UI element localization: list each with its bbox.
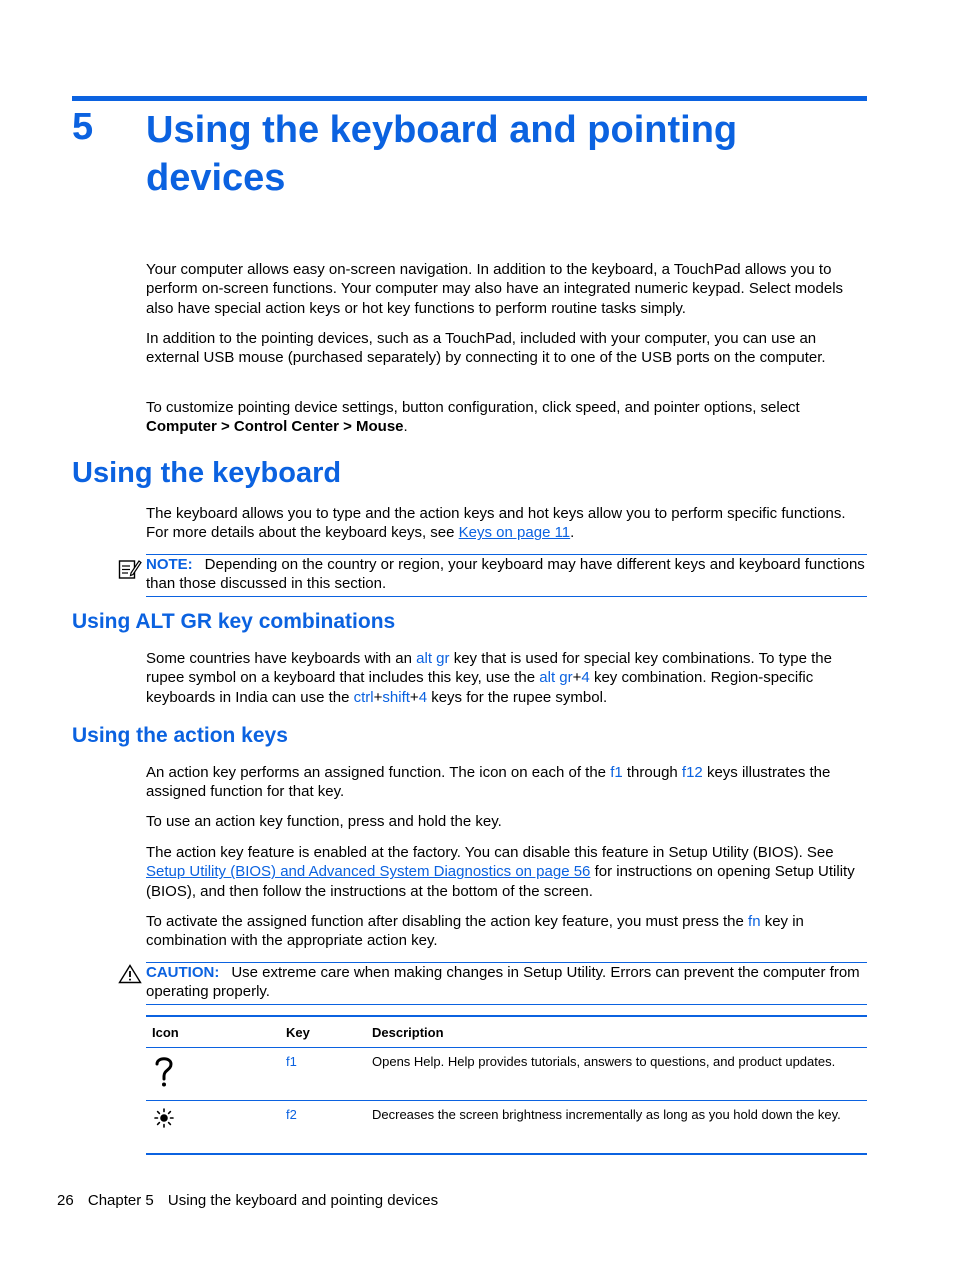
table-row (146, 1101, 867, 1155)
column-header-key: Key (280, 1016, 366, 1048)
section-heading-keyboard: Using the keyboard (72, 457, 342, 489)
keyboard-p1-text: The keyboard allows you to type and the action keys and hot keys allow you to perform specific functions. For more details about the keyboard keys, see (146, 505, 846, 542)
action-p3-a: The action key feature is enabled at the factory. You can disable this feature in Setup Utility (BIOS). See (146, 844, 834, 861)
setup-utility-link[interactable]: Setup Utility (BIOS) and Advanced System Diagnostics on page 56 (146, 863, 591, 881)
plus-sign: + (373, 688, 383, 706)
keyboard-p1-end: . (570, 524, 575, 542)
action-p4-b: key in combination with the appropriate action key. (146, 913, 804, 950)
plus-sign: + (409, 688, 419, 706)
intro-paragraph-2: In addition to the pointing devices, such as a TouchPad, included with your computer, you can use an external USB mouse (purchased separately) by connecting it to one of the USB ports on the computer. (146, 330, 826, 367)
key-fn: fn (748, 913, 761, 930)
page-footer (57, 1192, 448, 1209)
icon-cell (146, 1048, 280, 1101)
keys-page-link[interactable]: Keys on page 11 (458, 524, 571, 542)
key-shift: shift (382, 688, 410, 706)
note-icon (118, 558, 142, 580)
section-heading-altgr: Using ALT GR key combinations (72, 610, 396, 633)
page-number: 26 (57, 1192, 74, 1209)
chapter-number: 5 (72, 106, 94, 148)
caution-text: Use extreme care when making changes in Setup Utility. Errors can prevent the computer from operating properly. (146, 964, 860, 1001)
action-p1-b: through (626, 764, 678, 781)
key-f12: f12 (681, 764, 703, 781)
caution-icon (118, 964, 142, 984)
caution-label: CAUTION: (146, 964, 220, 981)
menu-path: Computer > Control Center > Mouse (146, 418, 404, 436)
intro-p3-end: . (403, 418, 408, 436)
column-header-icon: Icon (146, 1016, 280, 1048)
key-f1: f1 (610, 764, 623, 781)
intro-paragraph-1: Your computer allows easy on-screen navigation. In addition to the keyboard, a TouchPad allows you to perform on-screen functions. Your computer may also have an integrated numeric keypad. Select models also have special action keys or hot key functions to perform routine tasks simply. (146, 261, 844, 317)
action-paragraph-1 (146, 763, 868, 802)
intro-p3-text: To customize pointing device settings, button configuration, click speed, and pointer options, select (146, 399, 800, 416)
chapter-rule (72, 96, 867, 101)
description-cell: Decreases the screen brightness incrementally as long as you hold down the key. (372, 1107, 841, 1122)
plus-sign: + (572, 669, 582, 687)
action-p1-a: An action key performs an assigned function. The icon on each of the (146, 764, 607, 781)
footer-chapter: Chapter 5 (87, 1192, 154, 1209)
action-p3-b: for instructions on opening Setup Utility (BIOS), and then follow the instructions at the bottom of the screen. (146, 863, 855, 900)
caution-box (146, 962, 867, 1005)
icon-cell (146, 1101, 280, 1155)
action-paragraph-4 (146, 912, 868, 951)
footer-title: Using the keyboard and pointing devices (167, 1192, 439, 1209)
key-4: 4 (418, 688, 428, 706)
key-4: 4 (581, 669, 590, 687)
note-text: Depending on the country or region, your keyboard may have different keys and keyboard functions than those discussed in this section. (146, 556, 865, 593)
action-p4-a: To activate the assigned function after disabling the action key feature, you must press the (146, 913, 744, 930)
description-cell: Opens Help. Help provides tutorials, answers to questions, and product updates. (366, 1048, 867, 1101)
altgr-text-3: key combination. Region-specific keyboards in India can use the (146, 669, 814, 706)
question-mark-icon (152, 1054, 176, 1088)
section-heading-action-keys: Using the action keys (72, 724, 288, 747)
key-alt-gr: alt gr (416, 650, 450, 667)
note-box (146, 554, 867, 597)
column-header-description: Description (366, 1016, 867, 1048)
altgr-paragraph (146, 649, 868, 707)
altgr-text-2: key that is used for special key combinations. To type the rupee symbol on a keyboard that includes this key, use the (146, 650, 832, 687)
note-label: NOTE: (146, 556, 193, 573)
table-header-row (146, 1016, 867, 1048)
keyboard-paragraph (146, 504, 868, 543)
intro-paragraph-3 (146, 398, 868, 437)
action-paragraph-3 (146, 843, 868, 901)
brightness-down-icon (152, 1107, 176, 1129)
altgr-text-1: Some countries have keyboards with an (146, 650, 412, 667)
key-cell: f2 (286, 1107, 297, 1122)
action-p1-c: keys illustrates the assigned function for that key. (146, 764, 831, 801)
table-row (146, 1048, 867, 1101)
key-ctrl: ctrl (353, 688, 374, 706)
action-keys-table (146, 1015, 867, 1155)
chapter-title: Using the keyboard and pointing devices (146, 109, 738, 199)
altgr-text-4: keys for the rupee symbol. (431, 688, 608, 706)
action-paragraph-2: To use an action key function, press and hold the key. (146, 813, 502, 830)
key-cell: f1 (280, 1048, 366, 1101)
key-alt-gr: alt gr (539, 669, 573, 687)
